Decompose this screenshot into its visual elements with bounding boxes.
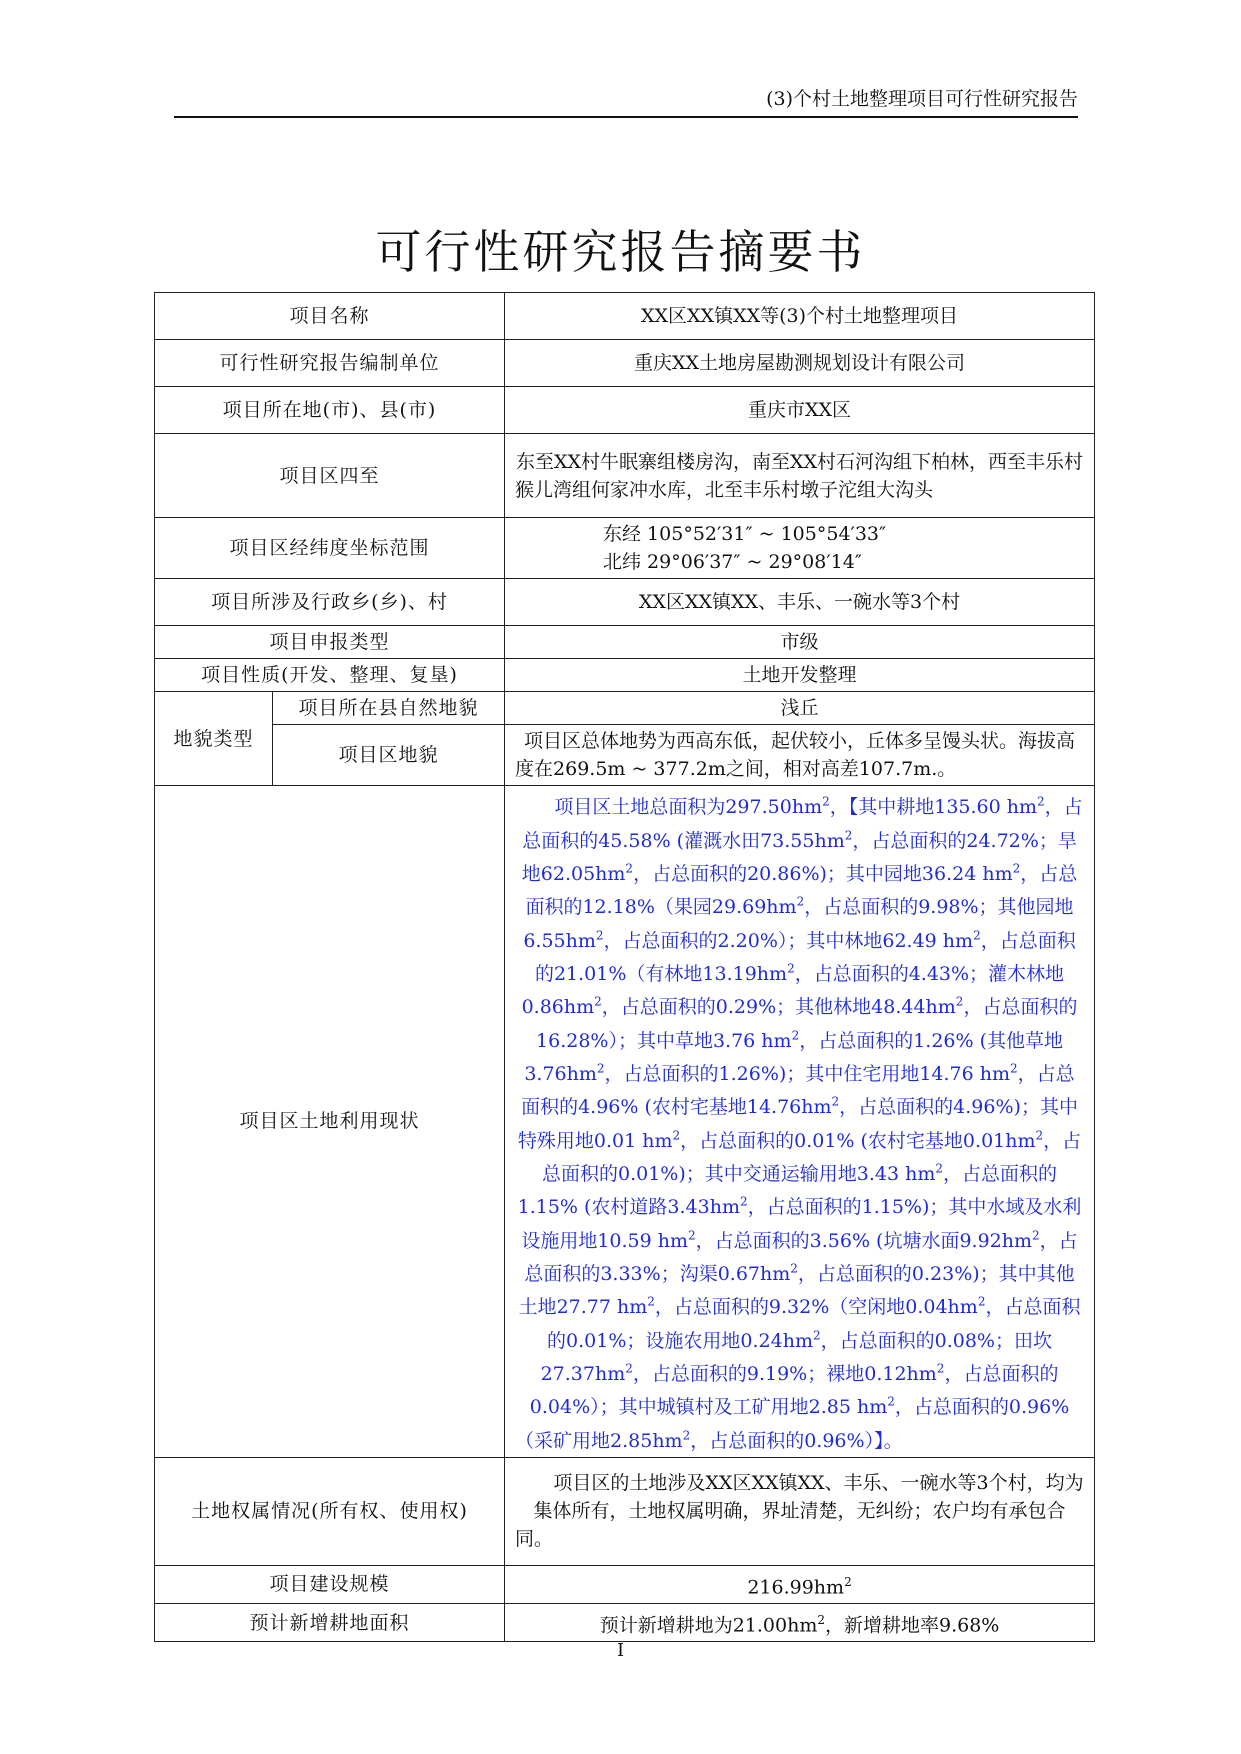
unit-superscript: 2 bbox=[955, 994, 964, 1009]
row-boundaries bbox=[155, 434, 1095, 518]
new-farmland-label: 预计新增耕地面积 bbox=[155, 1603, 505, 1641]
unit-superscript: 2 bbox=[791, 1028, 800, 1043]
unit-superscript: 2 bbox=[682, 1428, 691, 1443]
unit-superscript: 2 bbox=[1010, 1061, 1018, 1076]
land-use-text-segment: ，占总面积的21.01%（有林地13.19hm bbox=[534, 929, 1076, 985]
unit-superscript: 2 bbox=[1012, 861, 1021, 876]
page-number: I bbox=[616, 1640, 625, 1661]
running-header bbox=[174, 86, 1078, 118]
unit-superscript: 2 bbox=[625, 861, 634, 876]
unit-superscript: 2 bbox=[739, 1194, 748, 1209]
land-use-text-segment: ，占总面积的0.96%）】。 bbox=[690, 1429, 903, 1452]
land-use-text-segment: ，占总面积的3.56% (坑塘水面9.92hm bbox=[695, 1229, 1033, 1252]
document-title: 可行性研究报告摘要书 bbox=[375, 225, 866, 279]
admin-villages-value: XX区XX镇XX、丰乐、一碗水等3个村 bbox=[505, 579, 1095, 626]
land-use-text-segment: ，占总面积的0.96%（采矿用地2.85hm bbox=[515, 1396, 1070, 1452]
land-use-text-segment: ，占总面积的0.01%；设施农用地0.24hm bbox=[547, 1296, 1081, 1352]
row-scale bbox=[155, 1565, 1095, 1603]
land-use-text-segment: ，占总面积的4.43%；灌木林地0.86hm bbox=[521, 962, 1065, 1019]
unit-superscript: 2 bbox=[672, 1128, 681, 1143]
land-use-text-segment: ，占总面积的24.72%；旱地62.05hm bbox=[521, 829, 1077, 885]
unit-superscript: 2 bbox=[1035, 1128, 1044, 1143]
unit-superscript: 2 bbox=[595, 928, 604, 943]
land-use-text-segment: ，占总面积的9.98%；其他园地6.55hm bbox=[523, 896, 1074, 952]
unit-superscript: 2 bbox=[935, 1161, 944, 1176]
row-compiler bbox=[155, 340, 1095, 387]
land-use-text-segment: ，占总面积的0.04%）；其中城镇村及工矿用地2.85 hm bbox=[529, 1362, 1059, 1419]
land-use-text-segment: ，占总面积的0.01% (农村宅基地0.01hm bbox=[680, 1129, 1036, 1152]
ownership-label: 土地权属情况(所有权、使用权) bbox=[155, 1457, 505, 1565]
scale-label: 项目建设规模 bbox=[155, 1565, 505, 1603]
unit-superscript: 2 bbox=[790, 1261, 798, 1276]
unit-superscript: 2 bbox=[887, 1394, 895, 1409]
new-farmland-value bbox=[505, 1603, 1095, 1641]
land-use-text-segment: ，占总面积的12.18%（果园29.69hm bbox=[525, 862, 1078, 919]
land-use-text-segment: ，【其中耕地135.60 hm bbox=[829, 796, 1038, 819]
land-use-text-segment: ，占总面积的3.33%；沟渠0.67hm bbox=[524, 1229, 1078, 1285]
row-landform-county bbox=[155, 692, 1095, 725]
unit-superscript: 2 bbox=[647, 1294, 655, 1309]
row-declaration-type bbox=[155, 626, 1095, 659]
row-coordinates bbox=[155, 518, 1095, 579]
row-nature bbox=[155, 659, 1095, 692]
row-location bbox=[155, 387, 1095, 434]
location-label: 项目所在地(市)、县(市) bbox=[155, 387, 505, 434]
unit-superscript: 2 bbox=[688, 1228, 696, 1243]
land-use-value bbox=[505, 786, 1095, 1458]
unit-superscript: 2 bbox=[973, 928, 981, 943]
declaration-type-value: 市级 bbox=[505, 626, 1095, 659]
land-use-text-segment: ，占总面积的16.28%）；其中草地3.76 hm bbox=[536, 996, 1078, 1052]
location-value: 重庆市XX区 bbox=[505, 387, 1095, 434]
unit-superscript: 2 bbox=[831, 1094, 840, 1109]
land-use-text-segment: ，占总面积的1.26%)；其中住宅用地14.76 hm bbox=[604, 1062, 1011, 1085]
land-use-label: 项目区土地利用现状 bbox=[155, 786, 505, 1458]
unit-superscript: 2 bbox=[977, 1294, 986, 1309]
unit-superscript: 2 bbox=[625, 1361, 633, 1376]
admin-villages-label: 项目所涉及行政乡(乡)、村 bbox=[155, 579, 505, 626]
row-ownership bbox=[155, 1457, 1095, 1565]
row-land-use bbox=[155, 786, 1095, 1458]
land-use-text-segment: ，占总面积的9.19%；裸地0.12hm bbox=[632, 1362, 937, 1385]
land-use-text-segment: ，占总面积的0.01%)；其中交通运输用地3.43 hm bbox=[542, 1129, 1082, 1185]
land-use-text-segment: ，占总面积的9.32%（空闲地0.04hm bbox=[654, 1296, 978, 1319]
land-use-text-segment: ，占总面积的0.29%；其他林地48.44hm bbox=[601, 996, 956, 1019]
landform-county-label: 项目所在县自然地貌 bbox=[273, 692, 505, 725]
summary-table bbox=[154, 292, 1095, 1642]
row-new-farmland bbox=[155, 1603, 1095, 1641]
land-use-text-segment: ，占总面积的1.15% (农村道路3.43hm bbox=[517, 1162, 1058, 1219]
coordinates-north: 北纬 29°06′37″ ~ 29°08′14″ bbox=[603, 551, 862, 573]
landform-area-value: 项目区总体地势为西高东低，起伏较小，丘体多呈馒头状。海拔高度在269.5m ~ 377.2m之间，相对高差107.7m.。 bbox=[505, 725, 1095, 786]
land-use-text-segment: ，占总面积的1.15%)；其中水域及水利设施用地10.59 hm bbox=[521, 1196, 1082, 1252]
new-farmland-prefix: 预计新增耕地为21.00hm bbox=[599, 1614, 818, 1637]
scale-unit-sup: 2 bbox=[844, 1574, 852, 1589]
land-use-text-segment: ，占总面积的1.26% (其他草地3.76hm bbox=[524, 1029, 1064, 1085]
unit-superscript: 2 bbox=[594, 994, 602, 1009]
coordinates-label: 项目区经纬度坐标范围 bbox=[155, 518, 505, 579]
unit-superscript: 2 bbox=[1032, 1228, 1040, 1243]
declaration-type-label: 项目申报类型 bbox=[155, 626, 505, 659]
compiler-label: 可行性研究报告编制单位 bbox=[155, 340, 505, 387]
unit-superscript: 2 bbox=[936, 1361, 945, 1376]
scale-number: 216.99hm bbox=[747, 1575, 845, 1598]
compiler-value: 重庆XX土地房屋勘测规划设计有限公司 bbox=[505, 340, 1095, 387]
ownership-value: 项目区的土地涉及XX区XX镇XX、丰乐、一碗水等3个村，均为集体所有，土地权属明确，界址清楚，无纠纷；农户均有承包合同。 bbox=[505, 1457, 1095, 1565]
project-name-label: 项目名称 bbox=[155, 293, 505, 340]
land-use-text-segment: ，占总面积的4.96%)；其中特殊用地0.01 hm bbox=[517, 1096, 1078, 1152]
unit-superscript: 2 bbox=[596, 1061, 605, 1076]
coordinates-east: 东经 105°52′31″ ~ 105°54′33″ bbox=[603, 523, 887, 545]
land-use-text-segment: ，占总面积的20.86%)；其中园地36.24 hm bbox=[633, 862, 1013, 885]
land-use-text-segment: ，占总面积的0.08%；田坎27.37hm bbox=[540, 1329, 1052, 1385]
unit-superscript: 2 bbox=[844, 828, 853, 843]
scale-value bbox=[505, 1565, 1095, 1603]
nature-value: 土地开发整理 bbox=[505, 659, 1095, 692]
land-use-text-segment: ，占总面积的45.58% (灌溉水田73.55hm bbox=[522, 796, 1083, 852]
land-use-text-segment: 项目区土地总面积为297.50hm bbox=[554, 796, 823, 819]
boundaries-label: 项目区四至 bbox=[155, 434, 505, 518]
running-header-text: (3)个村土地整理项目可行性研究报告 bbox=[766, 88, 1078, 110]
unit-superscript: 2 bbox=[812, 1328, 821, 1343]
landform-label: 地貌类型 bbox=[155, 692, 273, 786]
project-name-value: XX区XX镇XX等(3)个村土地整理项目 bbox=[505, 293, 1095, 340]
new-farmland-unit-sup: 2 bbox=[817, 1612, 825, 1627]
unit-superscript: 2 bbox=[822, 795, 830, 809]
new-farmland-suffix: ，新增耕地率9.68% bbox=[824, 1614, 1000, 1637]
landform-area-label: 项目区地貌 bbox=[273, 725, 505, 786]
unit-superscript: 2 bbox=[787, 961, 795, 976]
land-use-text-segment: ，占总面积的4.96% (农村宅基地14.76hm bbox=[521, 1062, 1075, 1119]
land-use-text-segment: ，占总面积的0.23%)；其中其他土地27.77 hm bbox=[518, 1262, 1075, 1319]
row-admin-villages bbox=[155, 579, 1095, 626]
unit-superscript: 2 bbox=[1037, 795, 1045, 809]
nature-label: 项目性质(开发、整理、复垦) bbox=[155, 659, 505, 692]
land-use-text-segment: ，占总面积的2.20%）；其中林地62.49 hm bbox=[603, 929, 974, 952]
row-project-name bbox=[155, 293, 1095, 340]
landform-county-value: 浅丘 bbox=[505, 692, 1095, 725]
coordinates-value bbox=[505, 518, 1095, 579]
unit-superscript: 2 bbox=[796, 894, 805, 909]
boundaries-value: 东至XX村牛眠寨组楼房沟，南至XX村石河沟组下柏林，西至丰乐村猴儿湾组何家冲水库，北至丰乐村墩子沱组大沟头 bbox=[505, 434, 1095, 518]
row-landform-area bbox=[155, 725, 1095, 786]
